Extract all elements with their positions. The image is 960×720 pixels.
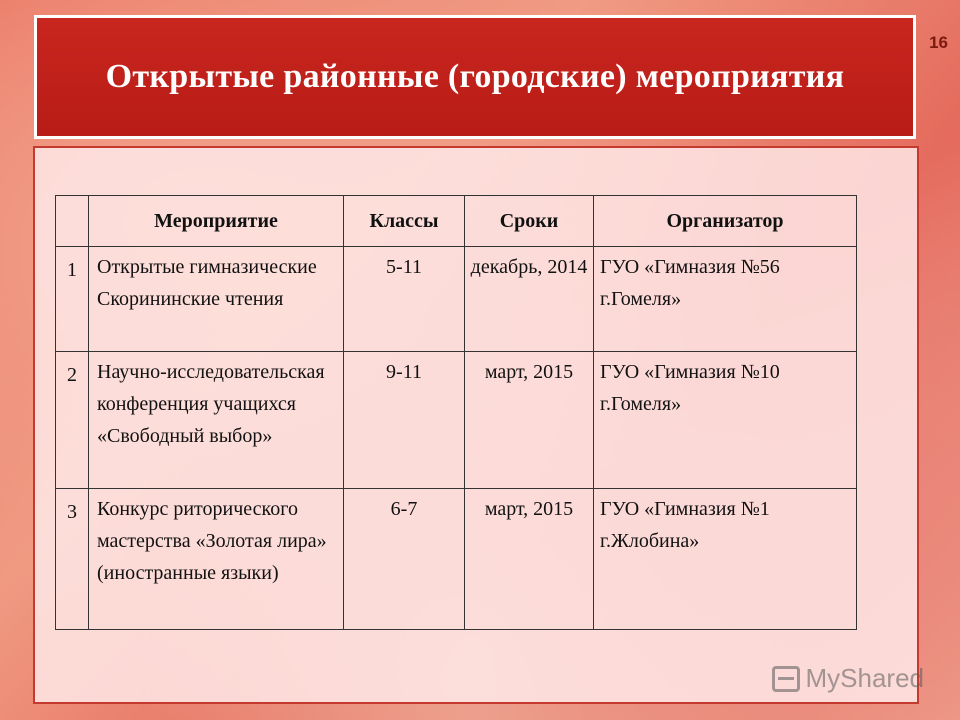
header-event: Мероприятие xyxy=(89,196,344,247)
row-num: 2 xyxy=(56,352,89,489)
row-classes: 6-7 xyxy=(344,489,465,630)
table-row xyxy=(56,247,857,352)
row-organizer: ГУО «Гимназия №10 г.Гомеля» xyxy=(594,352,857,489)
row-num: 1 xyxy=(56,247,89,352)
content-panel xyxy=(33,146,919,704)
header-dates: Сроки xyxy=(465,196,594,247)
title-banner xyxy=(34,15,916,139)
row-organizer: ГУО «Гимназия №56 г.Гомеля» xyxy=(594,247,857,352)
table-header-row xyxy=(56,196,857,247)
events-table xyxy=(55,195,857,630)
row-classes: 5-11 xyxy=(344,247,465,352)
header-num xyxy=(56,196,89,247)
row-event: Научно-исследовательская конференция учащихся «Свободный выбор» xyxy=(89,352,344,489)
row-event: Конкурс риторического мастерства «Золотая лира» (иностранные языки) xyxy=(89,489,344,630)
row-dates: декабрь, 2014 xyxy=(465,247,594,352)
row-num: 3 xyxy=(56,489,89,630)
table-row xyxy=(56,352,857,489)
page-number: 16 xyxy=(929,33,948,52)
slide-title: Открытые районные (городские) мероприятия xyxy=(105,58,845,95)
myshared-logo-icon xyxy=(772,666,800,692)
row-dates: март, 2015 xyxy=(465,352,594,489)
table-row xyxy=(56,489,857,630)
watermark xyxy=(772,663,925,694)
row-dates: март, 2015 xyxy=(465,489,594,630)
row-organizer: ГУО «Гимназия №1 г.Жлобина» xyxy=(594,489,857,630)
header-classes: Классы xyxy=(344,196,465,247)
header-organizer: Организатор xyxy=(594,196,857,247)
row-classes: 9-11 xyxy=(344,352,465,489)
watermark-text: MyShared xyxy=(805,663,924,693)
row-event: Открытые гимназические Скорининские чтения xyxy=(89,247,344,352)
